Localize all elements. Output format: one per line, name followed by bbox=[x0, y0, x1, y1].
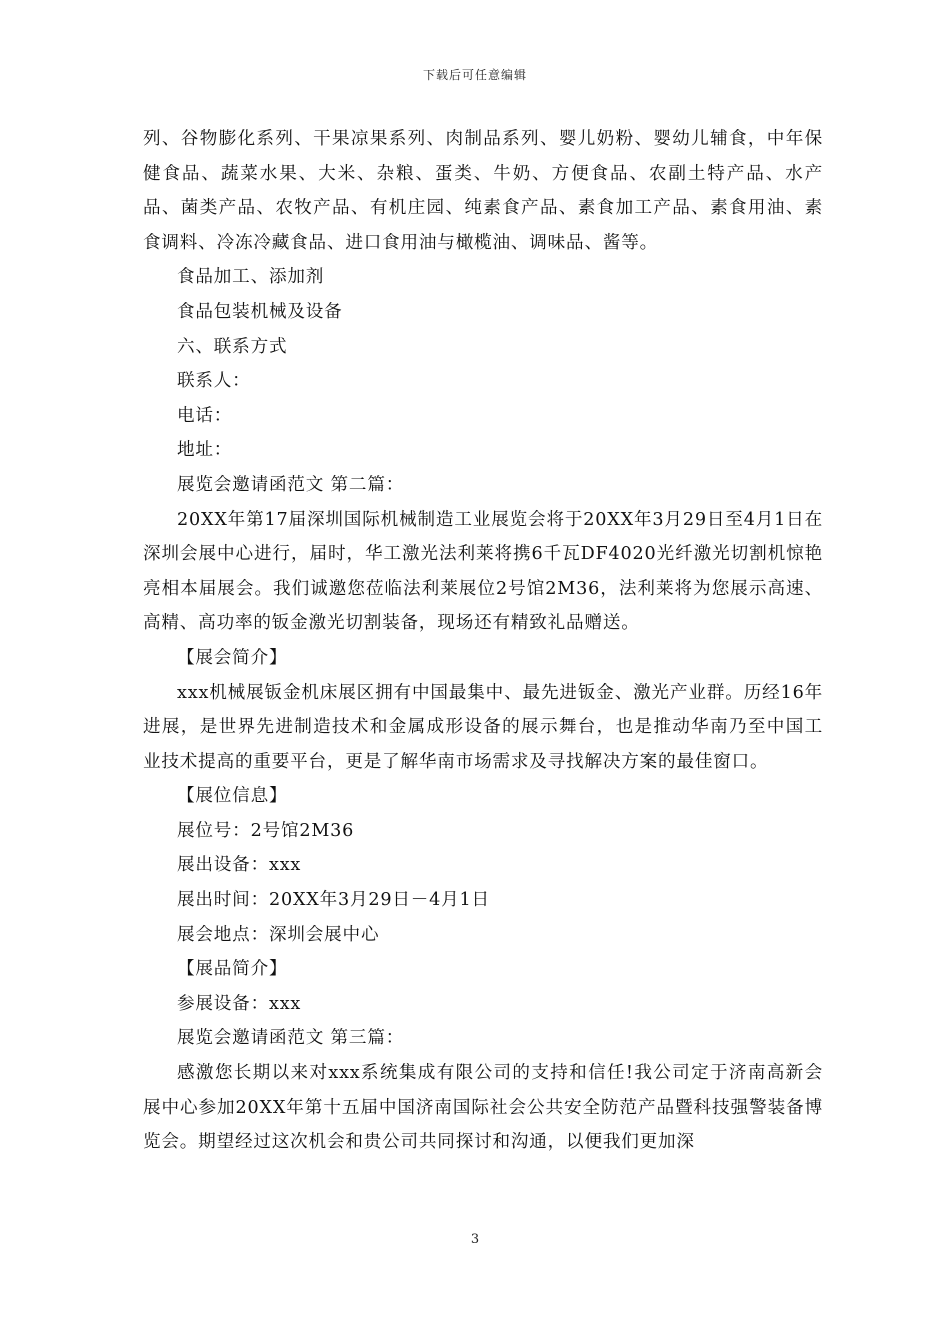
paragraph-thanks-invitation: 感激您长期以来对xxx系统集成有限公司的支持和信任!我公司定于济南高新会展中心参加20XX年第十五届中国济南国际社会公共安全防范产品暨科技强警装备博览会。期望经过这次机会和贵公司共同探讨和沟通，以便我们更加深 bbox=[143, 1063, 823, 1153]
document-body bbox=[143, 122, 823, 1160]
contact-address-label: 地址： bbox=[177, 440, 233, 461]
bracket-heading-exhibition-intro: 【展会简介】 bbox=[177, 647, 288, 668]
paragraph-food-categories: 列、谷物膨化系列、干果凉果系列、肉制品系列、婴儿奶粉、婴幼儿辅食，中年保健食品、蔬菜水果、大米、杂粮、蛋类、牛奶、方便食品、农副土特产品、水产品、菌类产品、农牧产品、有机庄园、纯素食产品、素食加工产品、素食用油、素食调料、冷冻冷藏食品、进口食用油与橄榄油、调味品、酱等。 bbox=[143, 129, 823, 253]
contact-phone-label: 电话： bbox=[177, 405, 233, 426]
participating-equipment: 参展设备：xxx bbox=[177, 993, 302, 1014]
contact-person-label: 联系人： bbox=[177, 371, 251, 392]
exhibition-time: 展出时间：20XX年3月29日－4月1日 bbox=[177, 890, 490, 911]
bracket-heading-exhibit-intro: 【展品简介】 bbox=[177, 959, 288, 980]
page-header: 下载后可任意编辑 bbox=[422, 68, 527, 82]
bracket-heading-booth-info: 【展位信息】 bbox=[177, 786, 288, 807]
section-heading-contact: 六、联系方式 bbox=[177, 336, 288, 357]
exhibition-location: 展会地点：深圳会展中心 bbox=[177, 924, 380, 945]
paragraph-packaging-machinery: 食品包装机械及设备 bbox=[177, 301, 343, 322]
section-heading-sample-two: 展览会邀请函范文 第二篇： bbox=[177, 474, 405, 495]
paragraph-exhibition-description: xxx机械展钣金机床展区拥有中国最集中、最先进钣金、激光产业群。历经16年进展，是世界先进制造技术和金属成形设备的展示舞台，也是推动华南乃至中国工业技术提高的重要平台，更是了解华南市场需求及寻找解决方案的最佳窗口。 bbox=[143, 682, 823, 772]
paragraph-exhibition-intro: 20XX年第17届深圳国际机械制造工业展览会将于20XX年3月29日至4月1日在深圳会展中心进行，届时，华工激光法利莱将携6千瓦DF4020光纤激光切割机惊艳亮相本届展会。我们诚邀您莅临法利莱展位2号馆2M36，法利莱将为您展示高速、高精、高功率的钣金激光切割装备，现场还有精致礼品赠送。 bbox=[143, 509, 823, 634]
exhibited-equipment: 展出设备：xxx bbox=[177, 855, 302, 876]
booth-number: 展位号：2号馆2M36 bbox=[177, 820, 355, 841]
paragraph-food-processing: 食品加工、添加剂 bbox=[177, 267, 325, 288]
section-heading-sample-three: 展览会邀请函范文 第三篇： bbox=[177, 1028, 405, 1049]
page-number: 3 bbox=[470, 1232, 480, 1247]
